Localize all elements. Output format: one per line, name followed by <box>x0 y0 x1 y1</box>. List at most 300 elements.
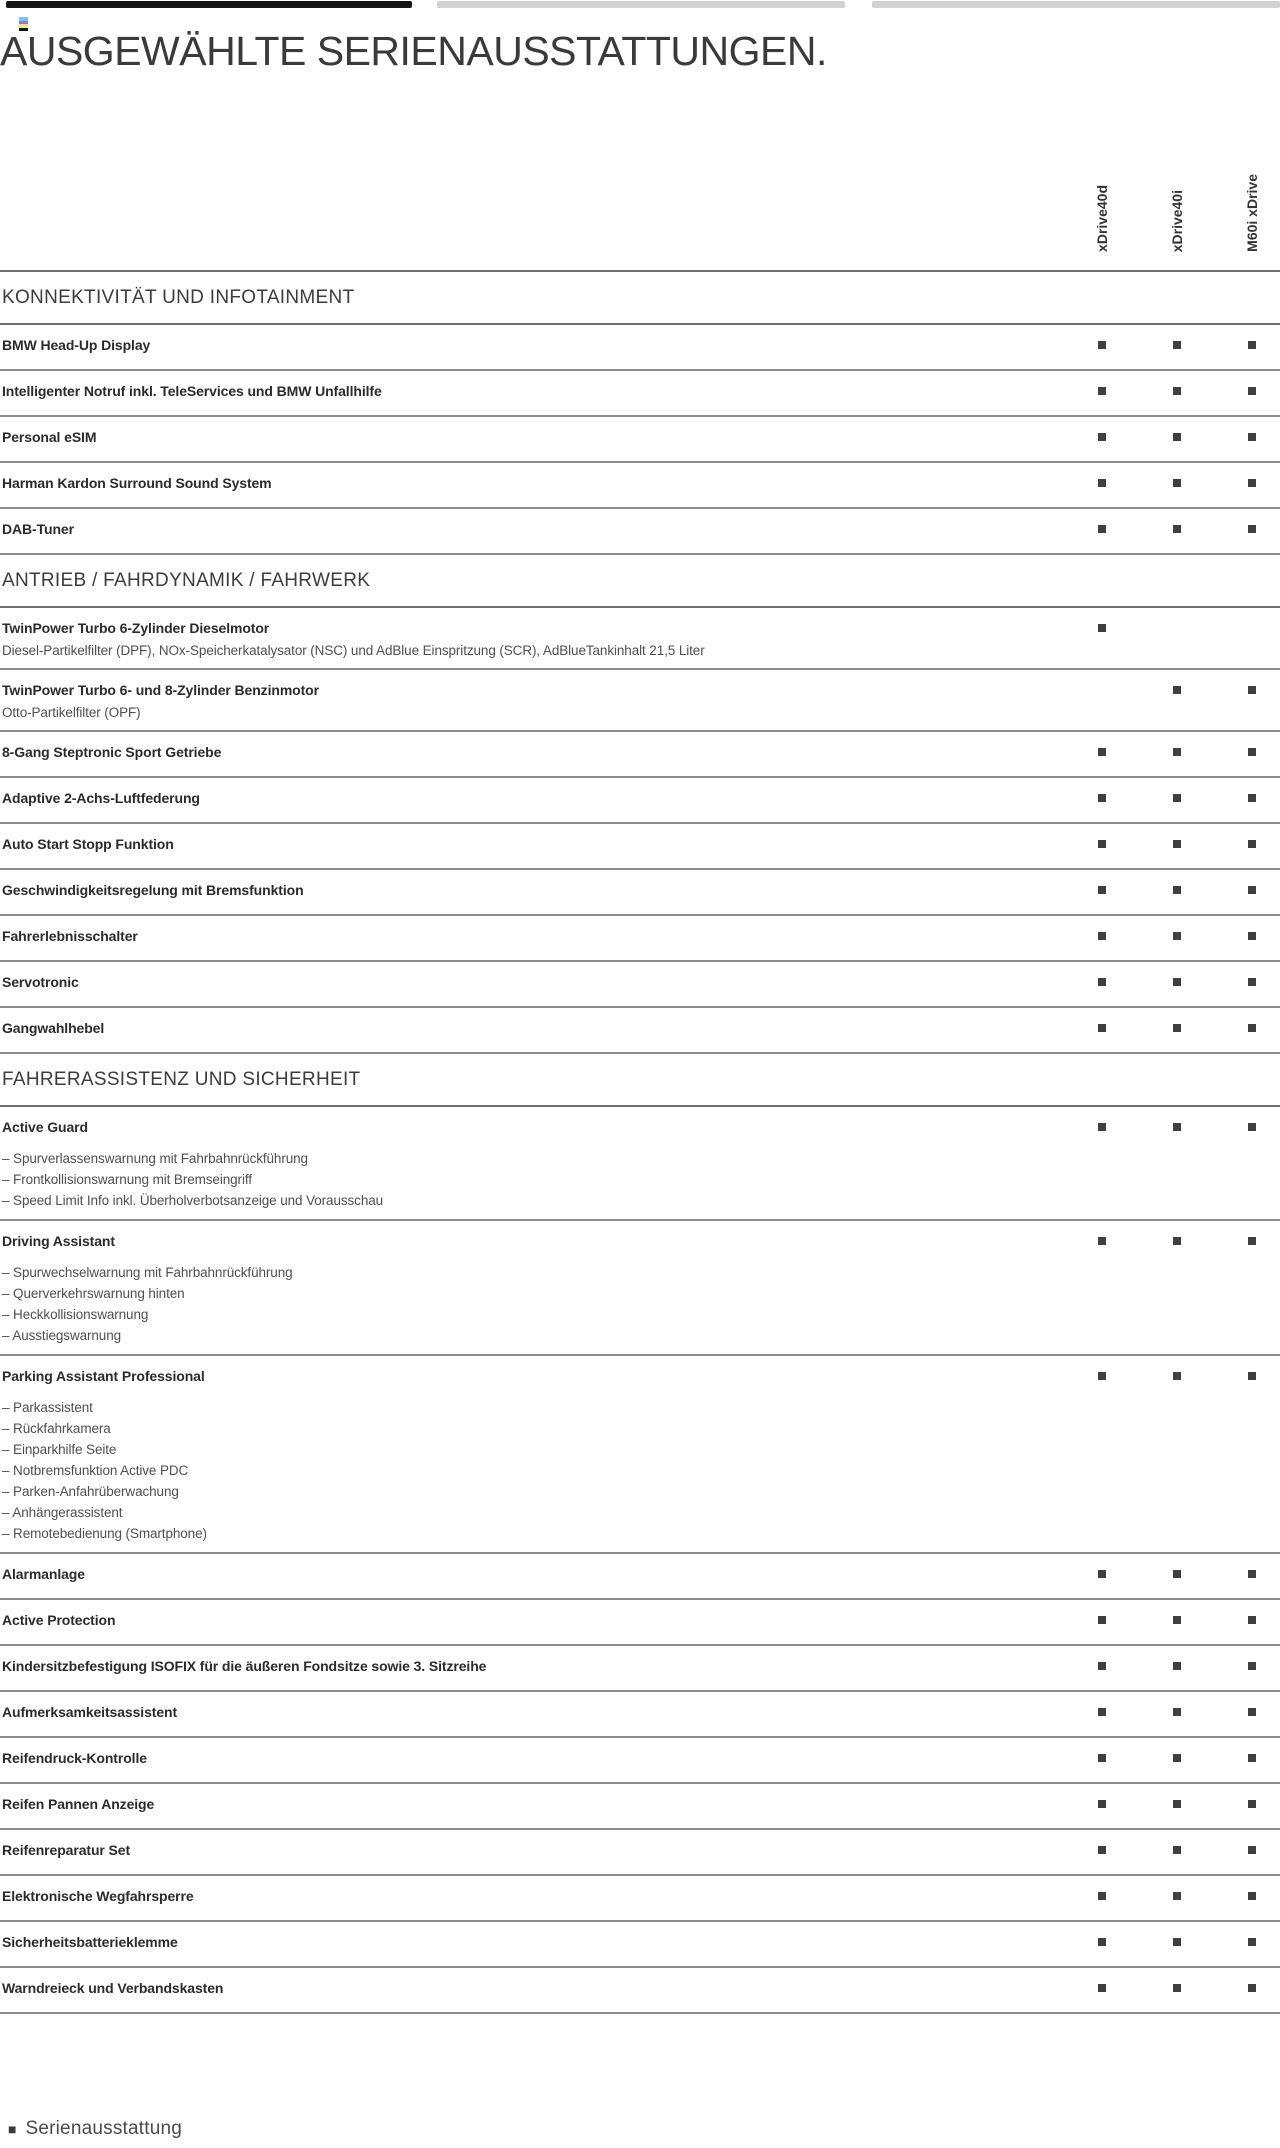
feature-bullet: – Einparkhilfe Seite <box>2 1442 117 1457</box>
availability-cell-M60i xDrive <box>1214 341 1280 349</box>
availability-cell-M60i xDrive <box>1214 1708 1280 1716</box>
standard-equipment-square-icon <box>1173 1123 1181 1131</box>
standard-equipment-square-icon <box>1098 624 1106 632</box>
availability-cell-xDrive40d <box>1064 479 1139 487</box>
availability-cells <box>1064 1708 1280 1716</box>
availability-cells <box>1064 748 1280 756</box>
progress-segment-2[interactable] <box>437 1 845 8</box>
table-row <box>0 1738 1280 1784</box>
availability-cells <box>1064 1237 1280 1245</box>
feature-note: Otto-Partikelfilter (OPF) <box>2 705 141 720</box>
standard-equipment-square-icon <box>1173 525 1181 533</box>
feature-label: Reifendruck-Kontrolle <box>2 1750 147 1766</box>
standard-equipment-square-icon <box>1098 1662 1106 1670</box>
feature-label: Auto Start Stopp Funktion <box>2 836 174 852</box>
standard-equipment-square-icon <box>1173 1237 1181 1245</box>
standard-equipment-square-icon <box>1173 794 1181 802</box>
availability-cell-M60i xDrive <box>1214 748 1280 756</box>
standard-equipment-square-icon <box>1098 525 1106 533</box>
availability-cell-xDrive40i <box>1139 932 1214 940</box>
standard-equipment-square-icon <box>1173 1662 1181 1670</box>
row-content <box>2 790 1055 807</box>
table-row <box>0 778 1280 824</box>
availability-cell-xDrive40d <box>1064 886 1139 894</box>
standard-equipment-square-icon <box>1173 840 1181 848</box>
availability-cell-xDrive40d <box>1064 1754 1139 1762</box>
feature-label: Alarmanlage <box>2 1566 85 1582</box>
row-content <box>2 744 1055 761</box>
feature-label: TwinPower Turbo 6-Zylinder Dieselmotor <box>2 620 270 636</box>
availability-cell-xDrive40d <box>1064 1938 1139 1946</box>
availability-cell-M60i xDrive <box>1214 1237 1280 1245</box>
standard-equipment-square-icon <box>1173 433 1181 441</box>
feature-label: Adaptive 2-Achs-Luftfederung <box>2 790 200 806</box>
feature-bullet: – Speed Limit Info inkl. Überholverbotsanzeige und Vorausschau <box>2 1193 384 1208</box>
feature-label: Servotronic <box>2 974 79 990</box>
availability-cell-xDrive40i <box>1139 1024 1214 1032</box>
feature-bullet: – Querverkehrswarnung hinten <box>2 1286 185 1301</box>
feature-label: Warndreieck und Verbandskasten <box>2 1980 224 1996</box>
feature-label: Fahrerlebnisschalter <box>2 928 138 944</box>
availability-cell-xDrive40d <box>1064 1237 1139 1245</box>
availability-cells <box>1064 1616 1280 1624</box>
availability-cell-M60i xDrive <box>1214 886 1280 894</box>
table-row <box>0 1554 1280 1600</box>
availability-cell-M60i xDrive <box>1214 1662 1280 1670</box>
availability-cell-xDrive40d <box>1064 433 1139 441</box>
standard-equipment-square-icon <box>1248 1846 1256 1854</box>
table-row <box>0 1968 1280 2014</box>
availability-cell-xDrive40i <box>1139 1708 1214 1716</box>
availability-cells <box>1064 479 1280 487</box>
row-content <box>2 882 1055 899</box>
availability-cell-xDrive40d <box>1064 1024 1139 1032</box>
standard-equipment-square-icon <box>1248 1570 1256 1578</box>
table-row <box>0 1646 1280 1692</box>
standard-equipment-square-icon <box>1098 1123 1106 1131</box>
feature-label: Gangwahlhebel <box>2 1020 105 1036</box>
standard-equipment-square-icon <box>1098 387 1106 395</box>
feature-bullet: – Ausstiegswarnung <box>2 1328 122 1343</box>
availability-cell-M60i xDrive <box>1214 624 1280 632</box>
availability-cell-xDrive40i <box>1139 479 1214 487</box>
availability-cells <box>1064 1938 1280 1946</box>
availability-cells <box>1064 1024 1280 1032</box>
page-title: AUSGEWÄHLTE SERIENAUSSTATTUNGEN. <box>0 28 827 74</box>
table-row <box>0 732 1280 778</box>
availability-cell-xDrive40i <box>1139 686 1214 694</box>
availability-cell-M60i xDrive <box>1214 1372 1280 1380</box>
availability-cell-M60i xDrive <box>1214 387 1280 395</box>
row-content <box>2 1842 1055 1859</box>
column-header-1 <box>1064 110 1139 252</box>
availability-cell-xDrive40d <box>1064 1846 1139 1854</box>
availability-cell-xDrive40d <box>1064 1892 1139 1900</box>
row-content <box>2 974 1055 991</box>
standard-equipment-square-icon <box>1098 978 1106 986</box>
standard-equipment-square-icon <box>1248 1372 1256 1380</box>
standard-equipment-square-icon <box>1098 1024 1106 1032</box>
feature-label: Harman Kardon Surround Sound System <box>2 475 272 491</box>
table-row <box>0 670 1280 732</box>
row-content <box>2 836 1055 853</box>
availability-cell-M60i xDrive <box>1214 1846 1280 1854</box>
availability-cell-xDrive40i <box>1139 1984 1214 1992</box>
feature-label: Kindersitzbefestigung ISOFIX für die äußeren Fondsitze sowie 3. Sitzreihe <box>2 1658 487 1674</box>
table-row <box>0 1830 1280 1876</box>
standard-equipment-square-icon <box>1098 1846 1106 1854</box>
row-content <box>2 475 1055 492</box>
availability-cell-xDrive40d <box>1064 932 1139 940</box>
table-row <box>0 962 1280 1008</box>
standard-equipment-square-icon <box>1098 433 1106 441</box>
standard-equipment-square-icon <box>1248 1616 1256 1624</box>
section-title: KONNEKTIVITÄT UND INFOTAINMENT <box>0 272 1280 325</box>
availability-cells <box>1064 1800 1280 1808</box>
progress-bars <box>0 0 1280 8</box>
row-content <box>2 1934 1055 1951</box>
feature-bullet: – Heckkollisionswarnung <box>2 1307 149 1322</box>
standard-equipment-square-icon <box>1248 1800 1256 1808</box>
row-content <box>2 1020 1055 1037</box>
table-row <box>0 870 1280 916</box>
standard-equipment-square-icon <box>1173 341 1181 349</box>
standard-equipment-square-icon <box>1248 479 1256 487</box>
standard-equipment-square-icon <box>1098 1800 1106 1808</box>
availability-cell-xDrive40i <box>1139 1846 1214 1854</box>
feature-label: DAB-Tuner <box>2 521 74 537</box>
availability-cell-xDrive40d <box>1064 624 1139 632</box>
availability-cell-xDrive40i <box>1139 1754 1214 1762</box>
standard-equipment-square-icon <box>1098 479 1106 487</box>
availability-cell-xDrive40d <box>1064 1800 1139 1808</box>
availability-cell-xDrive40i <box>1139 1616 1214 1624</box>
feature-bullet-list <box>2 1397 1055 1544</box>
table-row <box>0 1221 1280 1356</box>
availability-cell-xDrive40i <box>1139 978 1214 986</box>
feature-bullet: – Remotebedienung (Smartphone) <box>2 1526 207 1541</box>
availability-cell-xDrive40i <box>1139 794 1214 802</box>
feature-label: Active Guard <box>2 1119 88 1135</box>
feature-label: Reifen Pannen Anzeige <box>2 1796 155 1812</box>
standard-equipment-square-icon <box>1248 1024 1256 1032</box>
feature-note: Diesel-Partikelfilter (DPF), NOx-Speicherkatalysator (NSC) und AdBlue Einspritzung (SCR), AdBlueTankinhalt 21,5 Liter <box>2 643 705 658</box>
standard-equipment-square-icon <box>1248 1938 1256 1946</box>
section-title: ANTRIEB / FAHRDYNAMIK / FAHRWERK <box>0 555 1280 608</box>
standard-equipment-square-icon <box>1248 686 1256 694</box>
standard-equipment-square-icon <box>1248 1662 1256 1670</box>
row-content <box>2 337 1055 354</box>
feature-bullet: – Parkassistent <box>2 1400 93 1415</box>
standard-equipment-square-icon <box>1173 978 1181 986</box>
legend <box>8 2118 182 2140</box>
table-row <box>0 371 1280 417</box>
row-content <box>2 928 1055 945</box>
standard-equipment-square-icon <box>1173 1754 1181 1762</box>
standard-equipment-square-icon <box>1098 1237 1106 1245</box>
standard-equipment-square-icon <box>1248 1984 1256 1992</box>
standard-equipment-square-icon <box>1173 1938 1181 1946</box>
standard-equipment-square-icon <box>1248 1892 1256 1900</box>
legend-label: Serienausstattung <box>25 2118 183 2139</box>
feature-label: BMW Head-Up Display <box>2 337 151 353</box>
availability-cell-xDrive40d <box>1064 1372 1139 1380</box>
availability-cell-xDrive40d <box>1064 1984 1139 1992</box>
table-row <box>0 509 1280 555</box>
feature-bullet: – Anhängerassistent <box>2 1505 123 1520</box>
table-row <box>0 1107 1280 1221</box>
table-row <box>0 1922 1280 1968</box>
standard-equipment-square-icon <box>1098 1892 1106 1900</box>
availability-cell-M60i xDrive <box>1214 1123 1280 1131</box>
standard-equipment-square-icon <box>1098 748 1106 756</box>
feature-label: Aufmerksamkeitsassistent <box>2 1704 178 1720</box>
availability-cell-xDrive40i <box>1139 525 1214 533</box>
row-content <box>2 1233 1055 1346</box>
availability-cell-xDrive40d <box>1064 686 1139 694</box>
standard-equipment-square-icon <box>1248 1754 1256 1762</box>
availability-cell-M60i xDrive <box>1214 1024 1280 1032</box>
standard-equipment-square-icon <box>1173 1616 1181 1624</box>
availability-cells <box>1064 624 1280 632</box>
feature-bullet: – Frontkollisionswarnung mit Bremseingriff <box>2 1172 252 1187</box>
standard-equipment-square-icon <box>1248 794 1256 802</box>
row-content <box>2 1796 1055 1813</box>
availability-cell-xDrive40i <box>1139 1938 1214 1946</box>
column-header-3 <box>1214 110 1280 252</box>
progress-segment-1[interactable] <box>6 1 412 8</box>
availability-cell-M60i xDrive <box>1214 1984 1280 1992</box>
standard-equipment-square-icon <box>1098 1754 1106 1762</box>
availability-cell-xDrive40i <box>1139 1570 1214 1578</box>
feature-bullet: – Notbremsfunktion Active PDC <box>2 1463 189 1478</box>
availability-cells <box>1064 1123 1280 1131</box>
table-row <box>0 1784 1280 1830</box>
availability-cell-xDrive40d <box>1064 748 1139 756</box>
column-header-label: xDrive40i <box>1168 189 1185 252</box>
row-content <box>2 1566 1055 1583</box>
feature-label: Driving Assistant <box>2 1233 115 1249</box>
availability-cells <box>1064 1570 1280 1578</box>
standard-equipment-square-icon <box>1248 1237 1256 1245</box>
standard-equipment-square-icon <box>1248 341 1256 349</box>
legend-square-icon: ■ <box>8 2121 17 2137</box>
availability-cell-M60i xDrive <box>1214 1892 1280 1900</box>
standard-equipment-square-icon <box>1173 1846 1181 1854</box>
column-header-2 <box>1139 110 1214 252</box>
standard-equipment-square-icon <box>1098 1938 1106 1946</box>
progress-segment-3[interactable] <box>872 1 1280 8</box>
standard-equipment-square-icon <box>1098 1708 1106 1716</box>
feature-bullet: – Spurverlassenswarnung mit Fahrbahnrückführung <box>2 1151 308 1166</box>
section-title: FAHRERASSISTENZ UND SICHERHEIT <box>0 1054 1280 1107</box>
column-header-label: M60i xDrive <box>1243 174 1260 252</box>
table-row <box>0 1008 1280 1054</box>
availability-cell-xDrive40i <box>1139 886 1214 894</box>
row-content <box>2 620 1055 660</box>
standard-equipment-square-icon <box>1248 1123 1256 1131</box>
standard-equipment-square-icon <box>1173 686 1181 694</box>
availability-cells <box>1064 932 1280 940</box>
availability-cells <box>1064 978 1280 986</box>
availability-cell-xDrive40i <box>1139 748 1214 756</box>
availability-cells <box>1064 433 1280 441</box>
standard-equipment-square-icon <box>1173 1984 1181 1992</box>
availability-cell-M60i xDrive <box>1214 840 1280 848</box>
standard-equipment-square-icon <box>1098 341 1106 349</box>
standard-equipment-square-icon <box>1098 1570 1106 1578</box>
availability-cell-M60i xDrive <box>1214 479 1280 487</box>
standard-equipment-square-icon <box>1173 479 1181 487</box>
availability-cell-M60i xDrive <box>1214 978 1280 986</box>
availability-cell-xDrive40i <box>1139 1892 1214 1900</box>
table-row <box>0 1600 1280 1646</box>
table-row <box>0 1692 1280 1738</box>
availability-cell-xDrive40d <box>1064 794 1139 802</box>
feature-bullet: – Spurwechselwarnung mit Fahrbahnrückführung <box>2 1265 293 1280</box>
standard-equipment-square-icon <box>1173 387 1181 395</box>
standard-equipment-square-icon <box>1173 1708 1181 1716</box>
availability-cell-xDrive40i <box>1139 1123 1214 1131</box>
table-row <box>0 325 1280 371</box>
table-row <box>0 916 1280 962</box>
row-content <box>2 1750 1055 1767</box>
standard-equipment-square-icon <box>1098 1984 1106 1992</box>
feature-label: Elektronische Wegfahrsperre <box>2 1888 194 1904</box>
standard-equipment-square-icon <box>1098 1372 1106 1380</box>
availability-cell-M60i xDrive <box>1214 1754 1280 1762</box>
standard-equipment-square-icon <box>1173 886 1181 894</box>
feature-label: Personal eSIM <box>2 429 97 445</box>
feature-label: Sicherheitsbatterieklemme <box>2 1934 178 1950</box>
standard-equipment-square-icon <box>1173 1570 1181 1578</box>
feature-bullet-list <box>2 1262 1055 1346</box>
feature-label: Reifenreparatur Set <box>2 1842 131 1858</box>
standard-equipment-square-icon <box>1173 1024 1181 1032</box>
feature-label: Geschwindigkeitsregelung mit Bremsfunktion <box>2 882 304 898</box>
column-header-label: xDrive40d <box>1093 185 1110 252</box>
availability-cell-xDrive40d <box>1064 341 1139 349</box>
availability-cell-xDrive40d <box>1064 1616 1139 1624</box>
availability-cells <box>1064 794 1280 802</box>
availability-cell-M60i xDrive <box>1214 433 1280 441</box>
row-content <box>2 521 1055 538</box>
row-content <box>2 1368 1055 1544</box>
row-content <box>2 1658 1055 1675</box>
standard-equipment-square-icon <box>1098 794 1106 802</box>
standard-equipment-square-icon <box>1173 748 1181 756</box>
availability-cells <box>1064 525 1280 533</box>
standard-equipment-square-icon <box>1248 433 1256 441</box>
availability-cell-xDrive40i <box>1139 840 1214 848</box>
row-content <box>2 1888 1055 1905</box>
feature-bullet: – Rückfahrkamera <box>2 1421 111 1436</box>
availability-cell-xDrive40i <box>1139 387 1214 395</box>
availability-cell-xDrive40d <box>1064 525 1139 533</box>
feature-bullet: – Parken-Anfahrüberwachung <box>2 1484 179 1499</box>
standard-equipment-square-icon <box>1248 1708 1256 1716</box>
feature-label: Parking Assistant Professional <box>2 1368 205 1384</box>
availability-cells <box>1064 1372 1280 1380</box>
row-content <box>2 429 1055 446</box>
feature-label: 8-Gang Steptronic Sport Getriebe <box>2 744 222 760</box>
standard-equipment-square-icon <box>1248 932 1256 940</box>
standard-equipment-square-icon <box>1098 840 1106 848</box>
feature-label: Active Protection <box>2 1612 116 1628</box>
availability-cell-M60i xDrive <box>1214 1570 1280 1578</box>
feature-label: TwinPower Turbo 6- und 8-Zylinder Benzinmotor <box>2 682 319 698</box>
availability-cell-M60i xDrive <box>1214 932 1280 940</box>
availability-cell-xDrive40i <box>1139 433 1214 441</box>
equipment-table <box>0 270 1280 2014</box>
availability-cells <box>1064 341 1280 349</box>
standard-equipment-square-icon <box>1173 932 1181 940</box>
row-content <box>2 383 1055 400</box>
availability-cells <box>1064 1892 1280 1900</box>
standard-equipment-square-icon <box>1248 525 1256 533</box>
availability-cell-M60i xDrive <box>1214 1938 1280 1946</box>
availability-cells <box>1064 1846 1280 1854</box>
feature-bullet-list <box>2 1148 1055 1211</box>
row-content <box>2 1612 1055 1629</box>
standard-equipment-square-icon <box>1248 978 1256 986</box>
standard-equipment-square-icon <box>1098 1616 1106 1624</box>
row-content <box>2 682 1055 722</box>
availability-cell-xDrive40i <box>1139 1372 1214 1380</box>
standard-equipment-square-icon <box>1248 840 1256 848</box>
column-headers <box>1064 110 1280 252</box>
availability-cell-xDrive40d <box>1064 840 1139 848</box>
availability-cells <box>1064 1662 1280 1670</box>
table-row <box>0 1876 1280 1922</box>
availability-cell-xDrive40i <box>1139 1800 1214 1808</box>
availability-cells <box>1064 1984 1280 1992</box>
table-row <box>0 1356 1280 1554</box>
availability-cell-xDrive40i <box>1139 1237 1214 1245</box>
availability-cell-xDrive40d <box>1064 1662 1139 1670</box>
standard-equipment-square-icon <box>1248 387 1256 395</box>
availability-cell-xDrive40d <box>1064 1570 1139 1578</box>
feature-label: Intelligenter Notruf inkl. TeleServices und BMW Unfallhilfe <box>2 383 382 399</box>
standard-equipment-square-icon <box>1248 886 1256 894</box>
availability-cell-xDrive40d <box>1064 1708 1139 1716</box>
availability-cell-xDrive40i <box>1139 1662 1214 1670</box>
availability-cells <box>1064 1754 1280 1762</box>
availability-cell-xDrive40d <box>1064 1123 1139 1131</box>
availability-cell-M60i xDrive <box>1214 686 1280 694</box>
availability-cell-M60i xDrive <box>1214 525 1280 533</box>
availability-cell-M60i xDrive <box>1214 1616 1280 1624</box>
standard-equipment-square-icon <box>1248 748 1256 756</box>
row-content <box>2 1704 1055 1721</box>
row-content <box>2 1980 1055 1997</box>
table-row <box>0 608 1280 670</box>
availability-cell-xDrive40d <box>1064 387 1139 395</box>
availability-cells <box>1064 387 1280 395</box>
table-row <box>0 463 1280 509</box>
standard-equipment-square-icon <box>1173 1892 1181 1900</box>
availability-cell-xDrive40d <box>1064 978 1139 986</box>
availability-cell-M60i xDrive <box>1214 1800 1280 1808</box>
availability-cells <box>1064 886 1280 894</box>
availability-cell-xDrive40i <box>1139 341 1214 349</box>
availability-cells <box>1064 840 1280 848</box>
standard-equipment-square-icon <box>1173 1800 1181 1808</box>
standard-equipment-square-icon <box>1098 886 1106 894</box>
table-row <box>0 417 1280 463</box>
standard-equipment-square-icon <box>1098 932 1106 940</box>
row-content <box>2 1119 1055 1211</box>
